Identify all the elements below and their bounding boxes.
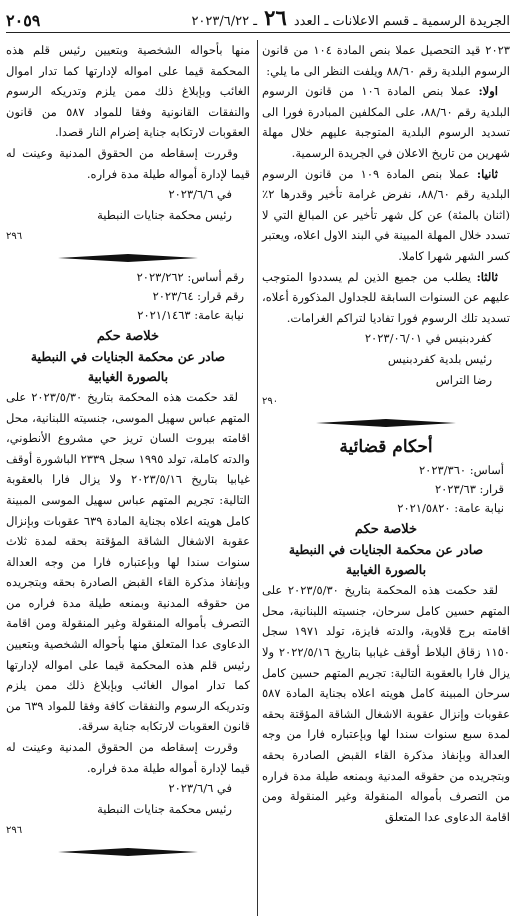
- case-prosecution: نيابة عامة: ٢٠٢١/١٤٦٣: [137, 307, 244, 322]
- summary-title: خلاصة حكم: [96, 328, 160, 344]
- header-rule: [6, 32, 510, 33]
- notice-item-first: [262, 81, 510, 163]
- sign-title-1: رئيس محكمة جنايات النبطية: [97, 207, 232, 222]
- notice-item-third: [262, 267, 510, 329]
- ref-number-2: ٢٩٦: [6, 825, 23, 837]
- case-decision: قرار: ٢٠٢٣/٦٣: [434, 482, 504, 497]
- sign-date-1: في ٢٠٢٣/٦/٦: [168, 187, 232, 202]
- left-column: [6, 40, 250, 862]
- ref-number-1: ٢٩٦: [6, 231, 23, 243]
- header-page-number: ٢٠٥٩: [6, 11, 41, 30]
- right-column: [262, 40, 510, 827]
- verdict-decision: وقررت إسقاطه من الحقوق المدنية وعينت له قيما لإدارة أمواله طيلة مدة فراره.: [6, 145, 250, 181]
- column-divider: [257, 40, 258, 916]
- court-line-2: بالصورة الغيابية: [87, 368, 169, 384]
- case-decision: رقم قرار: ٢٠٢٣/٦٤: [152, 288, 244, 303]
- notice-item-second-text: عملا بنص المادة ١٠٩ من قانون الرسوم البلدية رقم ٨٨/٦٠، نفرض غرامة تأخير وقدرها ٢٪ (اثنان بالمئة) عن كل شهر تأخير عن المبالغ التي لا تسدد خلال المهلة المبينة في البند الاول اعلاه، ويعتبر كسر الشهر شهرا كاملا.: [262, 166, 510, 263]
- notice-sign-title: رئيس بلدية كفردبنيس: [387, 351, 492, 366]
- notice-item-second: [262, 164, 510, 267]
- separator-ornament: [58, 848, 198, 856]
- page-header: [6, 4, 510, 30]
- verdict-continuation: منها بأحواله الشخصية وبتعيين رئيس قلم هذه المحكمة قيما على امواله لإدارتها كما تدار اموال الغائب وبإبلاغ ذلك ممن يلزم وتدريكه الرسوم والنفقات القانونية وفقا للمواد ٥٨٧ من قانون العقوبات لارتكابه جناية إضرام النار قصدا.: [6, 43, 250, 140]
- section-title: أحكام قضائية: [339, 436, 433, 457]
- notice-item-first-label: اولا:: [478, 84, 498, 99]
- header-title-text: الجريدة الرسمية ـ قسم الاعلانات ـ العدد: [293, 14, 510, 29]
- case-prosecution: نيابة عامة: ٢٠٢١/٥٨٢٠: [397, 501, 504, 516]
- notice-item-third-text: يطلب من جميع الذين لم يسددوا المتوجب عليهم عن السنوات السابقة للجداول المذكورة أعلاه، تسديد تلك الرسوم فورا تفاديا لتراكم الغرامات.: [262, 269, 510, 325]
- separator-ornament: [316, 419, 456, 427]
- verdict-text: لقد حكمت هذه المحكمة بتاريخ ٢٠٢٣/٥/٣٠ على المتهم عباس سهيل الموسى، جنسيته اللبنانية، محل اقامته بيروت السان تريز حي مشروع الأنطوني، والدته كاملة، تولد ١٩٩٥ سجل ٢٣٣٩ الباشورة أوقف غيابيا بتاريخ ٢٠٢٣/٥/١٦ ولا يزال فارا بالعقوبة التالية: تجريم المتهم عباس سهيل الموسى المبينة كامل هويته اعلاه بجناية المادة ٦٣٩ عقوبات وبإنزال عقوبة الاشغال الشاقة المؤقتة بحقه لمدة ثلاث سنوات سندا لها وبإعتباره فارا من وجه العدالة وبإنفاذ مذكرة القاء القبض الصادرة بحقه وبتجريده من حقوقه المدنية وبمنعه طيلة مدة فراره من التصرف بأمواله المنقولة وغير المنقولة ومن اقامة الدعاوى عدا المتعلق منها بأحواله الشخصية وبتعيين رئيس قلم هذه المحكمة قيما على امواله لإدارتها كما تدار اموال الغائب وبإبلاغ ذلك ممن يلزم وتدريكه الرسوم والنفقات كافة وفقا للمواد ٦٣٩ من قانون العقوبات لارتكابه جناية سرقة.: [6, 389, 251, 734]
- case-basis: أساس: ٢٠٢٣/٣٦٠: [418, 463, 504, 478]
- sign-title-2: رئيس محكمة جنايات النبطية: [97, 801, 232, 816]
- verdict-decision: وقررت إسقاطه من الحقوق المدنية وعينت له قيما لإدارة أمواله طيلة مدة فراره.: [6, 740, 250, 775]
- notice-ref-number: ٢٩٠: [262, 396, 279, 408]
- header-issue-number: ٢٦: [264, 5, 287, 30]
- case-meta: [6, 268, 250, 325]
- notice-sign-name: رضا التراس: [435, 372, 492, 387]
- notice-intro: ٢٠٢٣ قيد التحصيل عملا بنص المادة ١٠٤ من قانون الرسوم البلدية رقم ٨٨/٦٠ ويلفت النظر الى ما يلي:: [262, 43, 510, 78]
- notice-item-second-label: ثانيا:: [476, 166, 498, 181]
- header-title: [191, 5, 510, 30]
- case-basis: رقم أساس: ٢٠٢٣/٢٦٢: [136, 269, 244, 284]
- header-date: ـ ٢٠٢٣/٦/٢٢: [191, 14, 258, 29]
- summary-title: خلاصة حكم: [354, 522, 418, 538]
- notice-item-first-text: عملا بنص المادة ١٠٦ من قانون الرسوم البلدية رقم ٨٨/٦٠، على المكلفين المبادرة فورا الى تسديد الرسوم البلدية المتوجبة عليهم خلال مهلة شهرين من تاريخ الاعلان في الجريدة الرسمية.: [262, 84, 510, 160]
- sign-date-2: في ٢٠٢٣/٦/٦: [168, 781, 232, 796]
- separator-ornament: [58, 254, 198, 262]
- court-line-2: بالصورة الغيابية: [345, 562, 427, 578]
- court-line-1: صادر عن محكمة الجنايات في النبطية: [30, 348, 226, 364]
- notice-item-third-label: ثالثا:: [476, 269, 498, 284]
- verdict-text: لقد حكمت هذه المحكمة بتاريخ ٢٠٢٣/٥/٣٠ على المتهم حسين كامل سرحان، جنسيته اللبنانية، محل اقامته برج قلاوية، والدته فايزة، تولد ١٩٧١ سجل ١١٥٠ زقاق البلاط أوقف غيابيا بتاريخ ٢٠٢٢/٥/١٦ ولا يزال فارا بالعقوبة التالية: تجريم المتهم حسين كامل سرحان المبينة كامل هويته اعلاه بجناية المادة ٥٨٧ عقوبات وإنزال عقوبة الاشغال الشاقة المؤقتة بحقه لمدة سبع سنوات سندا لها وبإعتباره فارا من وجه العدالة وبإنفاذ مذكرة القاء القبض الصادرة بحقه وبتجريده من حقوقه المدنية وبمنعه طيلة مدة فراره من التصرف بأمواله المنقولة وغير المنقولة ومن اقامة الدعاوى عدا المتعلق: [262, 583, 510, 824]
- case-meta: [262, 461, 510, 518]
- court-line-1: صادر عن محكمة الجنايات في النبطية: [288, 542, 484, 558]
- notice-sign-place: كفردبنيس في ٢٠٢٣/٠٦/٠١: [364, 331, 492, 346]
